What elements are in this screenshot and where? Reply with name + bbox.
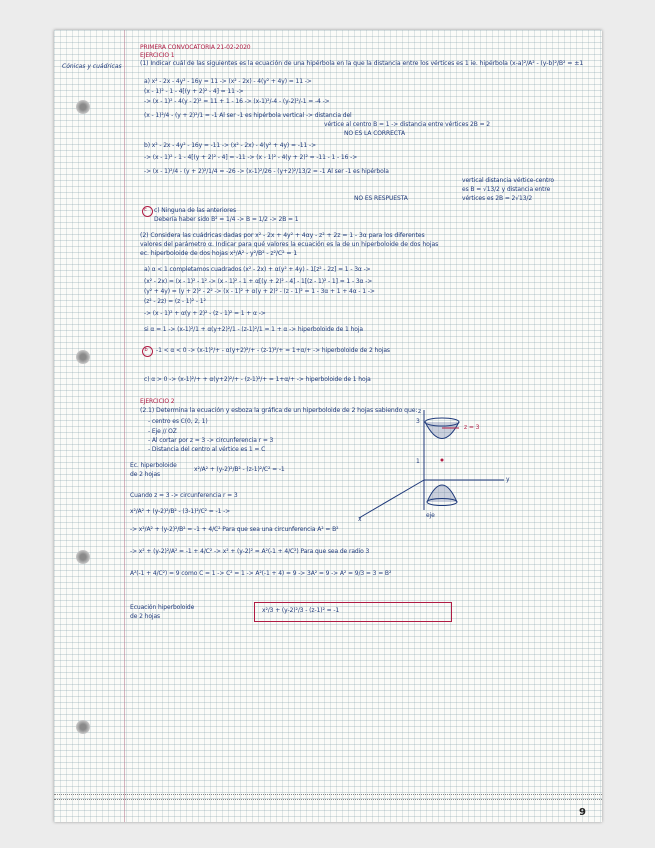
margin-line	[124, 30, 125, 822]
p2-a-line3: (y² + 4y) = (y + 2)² - 2² -> (x - 1)² + α(y + 2)² - (z - 1)² = 1 - 3α + 1 + 4α - 1 ->	[144, 288, 375, 295]
ex2-line-2: -> x²/A² + (y-2)²/B² = -1 + 4/C² Para que sea una circunferencia A² = B²	[130, 526, 339, 533]
p2-a-line5: -> (x - 1)² + α(y + 2)² - (z - 1)² = 1 + α ->	[144, 310, 266, 317]
center-point	[441, 459, 444, 462]
p2-b-line1: -1 < α < 0 -> (x-1)²/+ - α(y+2)²/+ - (z-1)²/+ = 1+α/+ -> hiperboloide de 2 hojas	[156, 347, 390, 354]
graph-one: 1	[416, 458, 420, 465]
ex1-a-line3: -> (x - 1)² - 4(y - 2)² = 11 + 1 - 16 -> (x-1)²/-4 - (y-2)²/-1 = -4 ->	[144, 98, 330, 105]
graph-x: x	[358, 516, 362, 523]
graph-z: z	[418, 408, 422, 415]
p2-a-line2: (x² - 2x) = (x - 1)² - 1² -> (x - 1)² - 1 + α[(y + 2)² - 4] - 1[(z - 1)² - 1] = 1 - 3α ->	[144, 278, 373, 285]
exercise-2-title: EJERCICIO 2	[140, 398, 175, 405]
ex2-equation: x²/A² + (y-2)²/B² - (z-1)²/C² = -1	[194, 466, 285, 473]
punch-hole	[76, 550, 90, 564]
ex2-final-label-2: de 2 hojas	[130, 613, 161, 620]
x-axis	[359, 480, 424, 518]
ex1-statement: (1) Indicar cuál de las siguientes es la ecuación de una hipérbola en la que la distancia entre los vértices es 1 ie. hipérbola (x-a)²/A² - (y-b)²/B² = ±1	[140, 60, 584, 67]
p2-statement-2: valores del parámetro α. Indicar para qué valores la ecuación es la de un hiperboloide de dos hojas	[140, 241, 439, 248]
ex1-b-line4: vertical distancia vértice-centro	[462, 177, 554, 184]
ex1-c-label: c	[144, 207, 147, 213]
p2-b-label: b	[144, 347, 148, 353]
ex2-line-1: x²/A² + (y-2)²/B² - (3-1)²/C² = -1 ->	[130, 508, 231, 515]
ex1-c-line2: Debería haber sido B² = 1/4 -> B = 1/2 -> 2B = 1	[154, 216, 299, 223]
notebook-page	[54, 30, 602, 822]
p2-c-line1: c) α > 0 -> (x-1)²/+ + α(y+2)²/+ - (z-1)²/+ = 1+α/+ -> hiperboloide de 1 hoja	[144, 376, 371, 383]
ex1-b-line6: vértices es 2B = 2√13/2	[462, 195, 533, 202]
ex1-a-line2: (x - 1)² - 1 - 4[(y + 2)² - 4] = 11 ->	[144, 88, 244, 95]
perforation	[54, 794, 602, 800]
exercise-1-title: EJERCICIO 1	[140, 52, 175, 59]
ex1-b-line2: -> (x - 1)² - 1 - 4[(y + 2)² - 4] = -11 -> (x - 1)² - 4(y + 2)² = -11 - 1 - 16 ->	[144, 154, 358, 161]
ex2-cond-3: - Al cortar por z = 3 -> circunferencia r = 3	[148, 437, 274, 444]
ex1-b-line1: b) x² - 2x - 4y² - 16y = -11 -> (x² - 2x) - 4(y² + 4y) = -11 ->	[144, 142, 316, 149]
p2-statement-1: (2) Considera las cuádricas dadas por x² - 2x + 4y² + 4αy - z² + 2z = 1 - 3α para los diferentes	[140, 232, 425, 239]
ex2-line-3: -> x² + (y-2)²/A² = -1 + 4/C² -> x² + (y-2)² = A²(-1 + 4/C²) Para que sea de radio 3	[130, 548, 370, 555]
hyperboloid-sketch	[354, 410, 514, 520]
ex2-cut: Cuando z = 3 -> circunferencia r = 3	[130, 492, 238, 499]
ex1-b-verdict: NO ES RESPUESTA	[354, 195, 408, 202]
punch-hole	[76, 720, 90, 734]
ex2-line-4: A²(-1 + 4/C²) = 9 como C = 1 -> C² = 1 -> A²(-1 + 4) = 9 -> 3A² = 9 -> A² = 9/3 = 3 = B²	[130, 570, 392, 577]
page-number: 9	[579, 807, 586, 818]
p2-statement-3: ec. hiperboloide de dos hojas x²/A² - y²/B² - z²/C² = 1	[140, 250, 298, 257]
p2-a-line4: (z² - 2z) = (z - 1)² - 1²	[144, 298, 206, 305]
upper-sheet	[425, 422, 459, 439]
ex1-a-line1: a) x² - 2x - 4y² - 16y = 11 -> (x² - 2x) - 4(y² + 4y) = 11 ->	[144, 78, 312, 85]
graph-z-label: z = 3	[464, 424, 480, 431]
ex1-b-line5: es B = √13/2 y distancia entre	[462, 186, 551, 193]
graph-three: 3	[416, 418, 420, 425]
ex1-a-line4: (x - 1)²/4 - (y + 2)²/1 = -1 Al ser -1 es hipérbola vertical -> distancia del	[144, 112, 352, 119]
ex1-a-line5: vértice al centro B = 1 -> distancia entre vértices 2B = 2	[324, 121, 491, 128]
ex2-statement: (2.1) Determina la ecuación y esboza la gráfica de un hiperboloide de 2 hojas sabiendo que:	[140, 407, 418, 414]
graph-y: y	[506, 476, 510, 483]
graph-eje: eje	[426, 512, 435, 519]
ex2-cond-4: - Distancia del centro al vértice es 1 = C	[148, 446, 266, 453]
ex1-a-verdict: NO ES LA CORRECTA	[344, 130, 405, 137]
ex2-final-label-1: Ecuación hiperboloide	[130, 604, 195, 611]
p2-a-line1: a) α < 1 completamos cuadrados (x² - 2x) + α(y² + 4y) - 1[z² - 2z] = 1 - 3α ->	[144, 266, 371, 273]
ex1-b-line3: -> (x - 1)²/4 - (y + 2)²/1/4 = -26 -> (x-1)²/26 - (y+2)²/13/2 = -1 Al ser -1 es hipérbola	[144, 168, 389, 175]
margin-note: Cónicas y cuádricas	[62, 63, 122, 70]
ex2-cond-1: - centro es C(0, 2, 1)	[148, 418, 208, 425]
punch-hole	[76, 350, 90, 364]
p2-a-line6: si α = 1 -> (x-1)²/1 + α(y+2)²/1 - (z-1)²/1 = 1 + α -> hiperboloide de 1 hoja	[144, 326, 363, 333]
ex2-cond-2: - Eje // OZ	[148, 428, 177, 435]
ex2-eq-label-1: Ec. hiperboloide	[130, 462, 177, 469]
ex2-final-equation: x²/3 + (y-2)²/3 - (z-1)² = -1	[262, 607, 340, 614]
punch-hole	[76, 100, 90, 114]
ex1-c-line1: c) Ninguna de las anteriores	[154, 207, 236, 214]
ex2-eq-label-2: de 2 hojas	[130, 471, 161, 478]
page-title: PRIMERA CONVOCATORIA 21-02-2020	[140, 44, 251, 51]
